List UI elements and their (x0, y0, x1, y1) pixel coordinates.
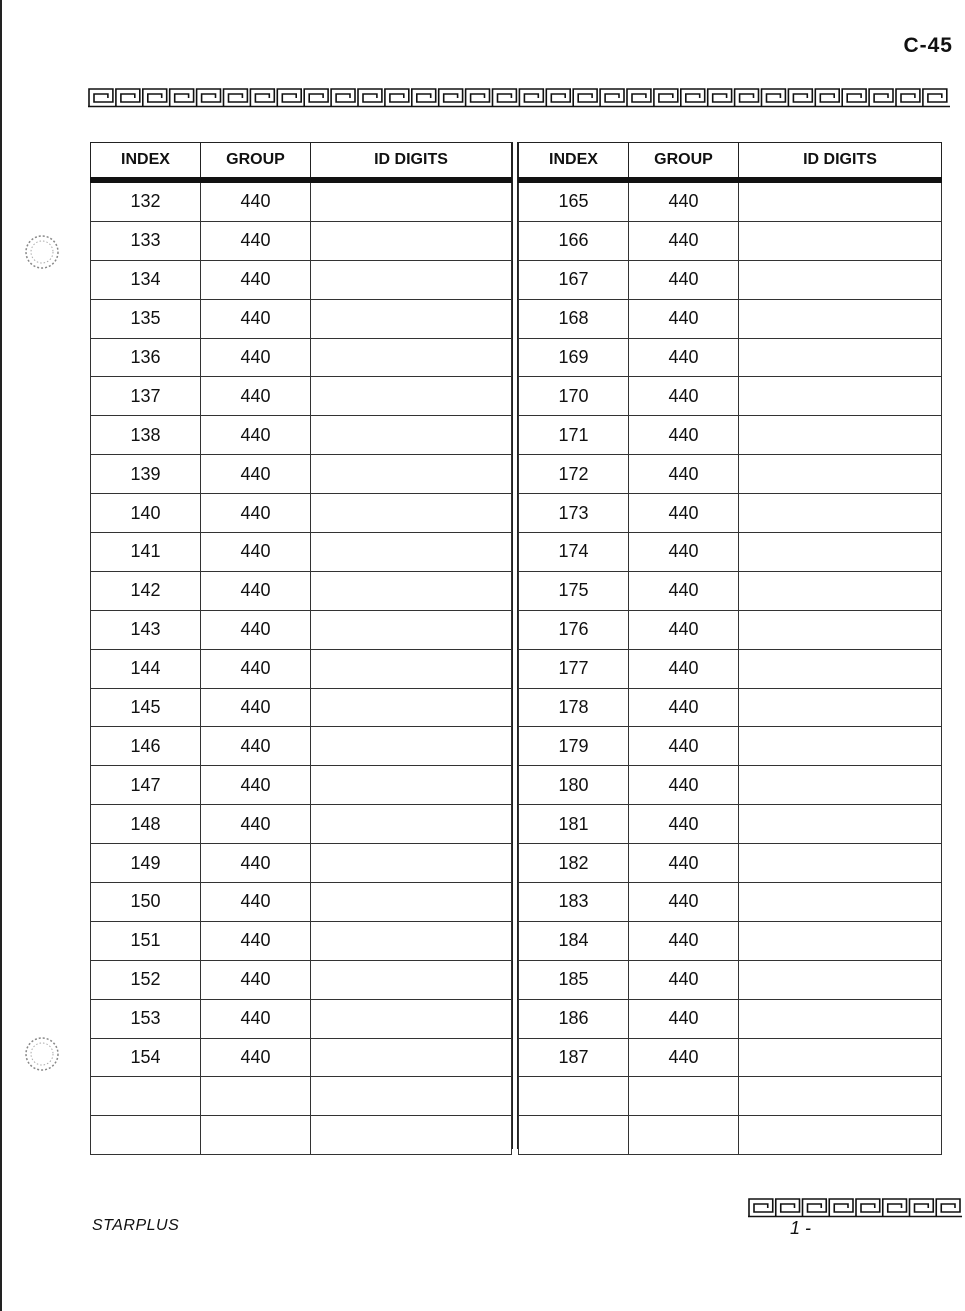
id-digits-cell[interactable] (739, 299, 942, 338)
punch-hole-icon (22, 232, 62, 272)
id-digits-cell[interactable] (311, 610, 512, 649)
group-cell (629, 1116, 739, 1155)
index-cell (91, 1077, 201, 1116)
id-digits-cell[interactable] (739, 533, 942, 572)
id-digits-cell[interactable] (311, 844, 512, 883)
table-row (519, 533, 942, 572)
group-cell: 440 (201, 805, 311, 844)
table-header-row (519, 143, 942, 181)
table-row (519, 338, 942, 377)
id-digits-cell[interactable] (311, 455, 512, 494)
group-cell: 440 (201, 649, 311, 688)
table-left (90, 142, 512, 1155)
group-cell: 440 (629, 571, 739, 610)
id-digits-cell[interactable] (739, 921, 942, 960)
table-header-row (91, 143, 512, 181)
table-row (519, 727, 942, 766)
group-cell: 440 (201, 571, 311, 610)
column-header-index: INDEX (91, 143, 201, 181)
group-cell: 440 (629, 260, 739, 299)
index-cell: 173 (519, 494, 629, 533)
index-cell: 149 (91, 844, 201, 883)
table-row (519, 960, 942, 999)
column-header-id-digits: ID DIGITS (311, 143, 512, 181)
id-digits-cell[interactable] (311, 494, 512, 533)
table-row (91, 455, 512, 494)
index-cell: 165 (519, 180, 629, 221)
id-digits-cell[interactable] (739, 649, 942, 688)
id-digits-cell[interactable] (311, 727, 512, 766)
id-digits-cell[interactable] (739, 805, 942, 844)
table-row (519, 299, 942, 338)
id-digits-cell[interactable] (739, 1077, 942, 1116)
table-row (91, 299, 512, 338)
group-cell: 440 (201, 299, 311, 338)
id-digits-cell[interactable] (311, 649, 512, 688)
table-row (91, 805, 512, 844)
id-digits-cell[interactable] (311, 299, 512, 338)
table-row (519, 1077, 942, 1116)
group-cell: 440 (201, 221, 311, 260)
index-cell: 170 (519, 377, 629, 416)
id-digits-cell[interactable] (311, 1116, 512, 1155)
index-cell: 153 (91, 999, 201, 1038)
table-row (519, 571, 942, 610)
index-cell: 133 (91, 221, 201, 260)
table-row (519, 688, 942, 727)
id-digits-cell[interactable] (311, 883, 512, 922)
id-digits-cell[interactable] (311, 1038, 512, 1077)
index-cell: 181 (519, 805, 629, 844)
index-cell: 178 (519, 688, 629, 727)
index-cell: 171 (519, 416, 629, 455)
group-cell: 440 (629, 338, 739, 377)
table-row (91, 649, 512, 688)
id-digits-cell[interactable] (739, 180, 942, 221)
table-right (518, 142, 942, 1155)
index-cell: 148 (91, 805, 201, 844)
index-cell: 139 (91, 455, 201, 494)
index-cell: 136 (91, 338, 201, 377)
id-digits-cell[interactable] (739, 377, 942, 416)
table-row (519, 1038, 942, 1077)
table-row (519, 610, 942, 649)
group-cell: 440 (201, 688, 311, 727)
table-row (91, 883, 512, 922)
table-row (519, 455, 942, 494)
footer-brand: STARPLUS (92, 1217, 180, 1234)
group-cell: 440 (629, 883, 739, 922)
id-digits-cell[interactable] (739, 260, 942, 299)
id-digits-cell[interactable] (311, 571, 512, 610)
id-digits-cell[interactable] (739, 844, 942, 883)
id-digits-cell[interactable] (739, 766, 942, 805)
id-digits-cell[interactable] (311, 533, 512, 572)
group-cell: 440 (629, 377, 739, 416)
group-cell: 440 (201, 883, 311, 922)
column-header-group: GROUP (201, 143, 311, 181)
index-cell: 176 (519, 610, 629, 649)
table-row (91, 844, 512, 883)
index-cell: 151 (91, 921, 201, 960)
greek-key-border-icon (748, 1196, 962, 1218)
table-row (91, 221, 512, 260)
table-row (91, 494, 512, 533)
id-digits-cell[interactable] (311, 260, 512, 299)
table-row (519, 999, 942, 1038)
index-cell: 174 (519, 533, 629, 572)
table-row (91, 416, 512, 455)
table-row (519, 377, 942, 416)
index-cell: 177 (519, 649, 629, 688)
group-cell: 440 (629, 416, 739, 455)
table-row (519, 494, 942, 533)
group-cell: 440 (201, 338, 311, 377)
table-row (519, 766, 942, 805)
group-cell: 440 (629, 649, 739, 688)
id-digits-cell[interactable] (311, 805, 512, 844)
index-cell: 186 (519, 999, 629, 1038)
id-digits-cell[interactable] (739, 960, 942, 999)
group-cell: 440 (629, 805, 739, 844)
table-row (91, 1116, 512, 1155)
index-cell: 175 (519, 571, 629, 610)
group-cell: 440 (629, 221, 739, 260)
table-row (91, 180, 512, 221)
index-cell: 146 (91, 727, 201, 766)
index-cell: 145 (91, 688, 201, 727)
group-cell: 440 (629, 688, 739, 727)
index-cell: 187 (519, 1038, 629, 1077)
group-cell: 440 (629, 960, 739, 999)
id-digits-cell[interactable] (739, 455, 942, 494)
table-row (91, 338, 512, 377)
id-digits-cell[interactable] (311, 338, 512, 377)
group-cell: 440 (201, 455, 311, 494)
index-cell (519, 1116, 629, 1155)
index-cell (91, 1116, 201, 1155)
left-page-rule (0, 0, 2, 1311)
id-digits-cell[interactable] (739, 999, 942, 1038)
id-digits-cell[interactable] (739, 1038, 942, 1077)
group-cell: 440 (201, 180, 311, 221)
index-cell: 138 (91, 416, 201, 455)
group-cell: 440 (201, 921, 311, 960)
index-cell: 152 (91, 960, 201, 999)
group-cell: 440 (629, 1038, 739, 1077)
table-row (91, 260, 512, 299)
table-row (91, 688, 512, 727)
table-left-half (90, 142, 512, 1155)
group-cell: 440 (629, 766, 739, 805)
group-cell: 440 (629, 610, 739, 649)
id-digits-log-table (90, 142, 942, 1149)
group-cell: 440 (201, 766, 311, 805)
table-row (91, 999, 512, 1038)
table-row (519, 221, 942, 260)
index-cell: 166 (519, 221, 629, 260)
column-header-group: GROUP (629, 143, 739, 181)
group-cell: 440 (201, 727, 311, 766)
group-cell: 440 (201, 260, 311, 299)
group-cell: 440 (201, 960, 311, 999)
group-cell: 440 (201, 844, 311, 883)
table-row (91, 727, 512, 766)
greek-key-border-icon (88, 86, 950, 108)
group-cell (629, 1077, 739, 1116)
index-cell: 185 (519, 960, 629, 999)
id-digits-cell[interactable] (739, 727, 942, 766)
group-cell: 440 (629, 494, 739, 533)
table-row (91, 571, 512, 610)
id-digits-cell[interactable] (739, 221, 942, 260)
id-digits-cell[interactable] (739, 610, 942, 649)
index-cell: 182 (519, 844, 629, 883)
table-row (91, 1077, 512, 1116)
group-cell: 440 (201, 533, 311, 572)
group-cell: 440 (629, 727, 739, 766)
group-cell (201, 1077, 311, 1116)
table-row (519, 921, 942, 960)
table-row (519, 260, 942, 299)
index-cell: 172 (519, 455, 629, 494)
group-cell: 440 (629, 999, 739, 1038)
id-digits-cell[interactable] (311, 921, 512, 960)
id-digits-cell[interactable] (739, 416, 942, 455)
index-cell: 168 (519, 299, 629, 338)
id-digits-cell[interactable] (311, 416, 512, 455)
index-cell: 140 (91, 494, 201, 533)
page-number: C-45 (903, 34, 953, 57)
index-cell: 141 (91, 533, 201, 572)
index-cell: 169 (519, 338, 629, 377)
footer-page-number: 1 - (790, 1218, 812, 1238)
index-cell (519, 1077, 629, 1116)
group-cell: 440 (201, 999, 311, 1038)
id-digits-cell[interactable] (311, 221, 512, 260)
column-header-id-digits: ID DIGITS (739, 143, 942, 181)
id-digits-cell[interactable] (311, 688, 512, 727)
id-digits-cell[interactable] (311, 766, 512, 805)
table-row (91, 960, 512, 999)
index-cell: 142 (91, 571, 201, 610)
table-row (519, 805, 942, 844)
id-digits-cell[interactable] (739, 688, 942, 727)
table-row (519, 649, 942, 688)
id-digits-cell[interactable] (739, 883, 942, 922)
group-cell: 440 (629, 455, 739, 494)
group-cell: 440 (629, 180, 739, 221)
group-cell: 440 (201, 494, 311, 533)
index-cell: 184 (519, 921, 629, 960)
table-row (91, 377, 512, 416)
group-cell (201, 1116, 311, 1155)
table-row (519, 416, 942, 455)
id-digits-cell[interactable] (311, 377, 512, 416)
index-cell: 167 (519, 260, 629, 299)
table-row (519, 1116, 942, 1155)
index-cell: 132 (91, 180, 201, 221)
column-header-index: INDEX (519, 143, 629, 181)
table-row (519, 180, 942, 221)
table-row (91, 766, 512, 805)
id-digits-cell[interactable] (311, 999, 512, 1038)
group-cell: 440 (201, 1038, 311, 1077)
id-digits-cell[interactable] (739, 571, 942, 610)
punch-hole-icon (22, 1034, 62, 1074)
table-row (519, 844, 942, 883)
group-cell: 440 (629, 533, 739, 572)
index-cell: 180 (519, 766, 629, 805)
group-cell: 440 (201, 377, 311, 416)
id-digits-cell[interactable] (739, 1116, 942, 1155)
table-row (519, 883, 942, 922)
id-digits-cell[interactable] (311, 180, 512, 221)
table-row (91, 610, 512, 649)
table-row (91, 921, 512, 960)
index-cell: 154 (91, 1038, 201, 1077)
index-cell: 135 (91, 299, 201, 338)
index-cell: 137 (91, 377, 201, 416)
index-cell: 150 (91, 883, 201, 922)
table-right-half (518, 142, 942, 1155)
group-cell: 440 (629, 844, 739, 883)
id-digits-cell[interactable] (311, 960, 512, 999)
index-cell: 183 (519, 883, 629, 922)
id-digits-cell[interactable] (739, 338, 942, 377)
id-digits-cell[interactable] (739, 494, 942, 533)
index-cell: 179 (519, 727, 629, 766)
index-cell: 144 (91, 649, 201, 688)
group-cell: 440 (201, 416, 311, 455)
group-cell: 440 (629, 921, 739, 960)
table-row (91, 1038, 512, 1077)
group-cell: 440 (629, 299, 739, 338)
index-cell: 134 (91, 260, 201, 299)
id-digits-cell[interactable] (311, 1077, 512, 1116)
group-cell: 440 (201, 610, 311, 649)
table-row (91, 533, 512, 572)
index-cell: 143 (91, 610, 201, 649)
index-cell: 147 (91, 766, 201, 805)
